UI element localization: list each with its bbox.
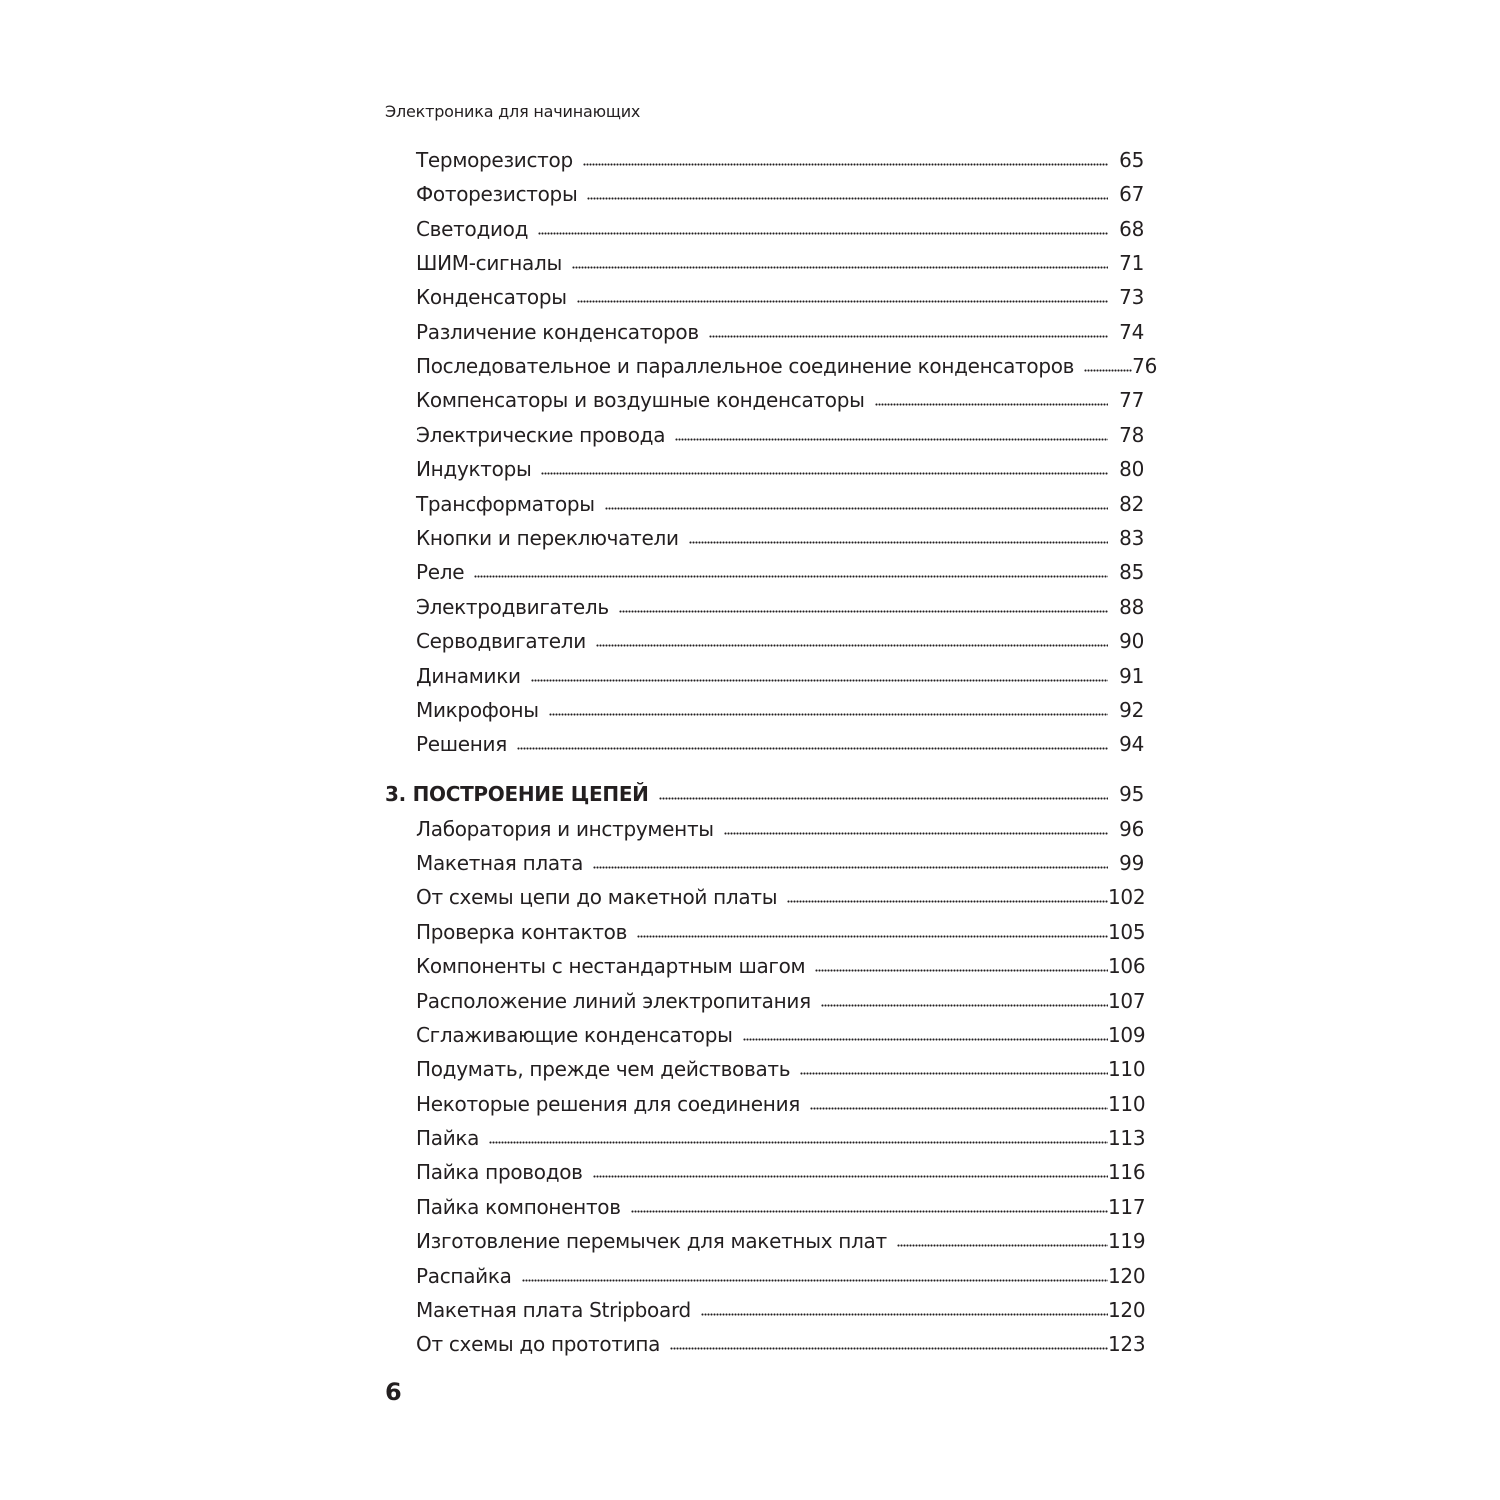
toc-entry[interactable]	[416, 314, 1144, 344]
toc-entry[interactable]	[416, 692, 1144, 722]
dot-leader	[531, 674, 1108, 682]
toc-entry-page: 78	[1119, 423, 1144, 447]
toc-entry-title: Трансформаторы	[416, 492, 595, 516]
toc-entry-title: Конденсаторы	[416, 285, 567, 309]
dot-leader	[587, 192, 1108, 200]
dot-leader	[474, 570, 1108, 578]
toc-entry-title: Компоненты с нестандартным шагом	[416, 954, 806, 978]
toc-entry[interactable]	[416, 623, 1144, 653]
toc-entry-page: 119	[1108, 1229, 1146, 1253]
toc-entry-page: 120	[1108, 1264, 1146, 1288]
page-number: 6	[385, 1378, 402, 1406]
toc-entry-title: Некоторые решения для соединения	[416, 1092, 801, 1116]
dot-leader	[787, 895, 1108, 903]
dot-leader	[701, 1308, 1108, 1316]
toc-entry-page: 80	[1119, 457, 1144, 481]
toc-entry-title: От схемы цепи до макетной платы	[416, 885, 778, 909]
toc-entry[interactable]	[416, 1086, 1144, 1116]
dot-leader	[821, 999, 1108, 1007]
toc-entry-page: 106	[1108, 954, 1146, 978]
dot-leader	[593, 861, 1108, 869]
toc-entry-title: Распайка	[416, 1264, 512, 1288]
toc-entry-title: Различение конденсаторов	[416, 320, 699, 344]
toc-entry[interactable]	[416, 348, 1158, 378]
toc-entry-page: 102	[1108, 885, 1146, 909]
dot-leader	[1084, 364, 1132, 372]
toc-entry-title: Расположение линий электропитания	[416, 989, 811, 1013]
toc-entry-page: 94	[1119, 732, 1144, 756]
dot-leader	[631, 1205, 1108, 1213]
toc-entry[interactable]	[416, 142, 1144, 172]
dot-leader	[541, 467, 1108, 475]
toc-entry-page: 107	[1108, 989, 1146, 1013]
toc-entry-title: Пайка компонентов	[416, 1195, 621, 1219]
toc-entry-page: 82	[1119, 492, 1144, 516]
toc-entry-page: 123	[1108, 1332, 1146, 1356]
toc-entry-title: Лаборатория и инструменты	[416, 817, 714, 841]
toc-entry[interactable]	[416, 1223, 1144, 1253]
dot-leader	[596, 639, 1108, 647]
toc-entry-page: 68	[1119, 217, 1144, 241]
toc-entry[interactable]	[416, 1017, 1144, 1047]
toc-entry-title: Кнопки и переключатели	[416, 526, 679, 550]
dot-leader	[605, 502, 1108, 510]
toc-entry-title: Решения	[416, 732, 507, 756]
toc-entry-title: ШИМ-сигналы	[416, 251, 562, 275]
toc-entry-title: Макетная плата Stripboard	[416, 1298, 691, 1322]
toc-entry-title: Изготовление перемычек для макетных плат	[416, 1229, 887, 1253]
toc-entry-page: 117	[1108, 1195, 1146, 1219]
toc-entry-page: 77	[1119, 388, 1144, 412]
dot-leader	[659, 792, 1108, 800]
toc-entry-title: Компенсаторы и воздушные конденсаторы	[416, 388, 865, 412]
dot-leader	[815, 964, 1108, 972]
toc-entry[interactable]	[416, 589, 1144, 619]
toc-entry-page: 113	[1108, 1126, 1146, 1150]
toc-entry-page: 110	[1108, 1057, 1146, 1081]
toc-entry-title: Микрофоны	[416, 698, 539, 722]
dot-leader	[549, 708, 1108, 716]
toc-entry-title: Макетная плата	[416, 851, 584, 875]
toc-entry-page: 99	[1119, 851, 1144, 875]
dot-leader	[517, 742, 1108, 750]
toc-entry-page: 116	[1108, 1160, 1146, 1184]
toc-entry[interactable]	[416, 245, 1144, 275]
toc-entry[interactable]	[416, 1189, 1144, 1219]
toc-entry-page: 73	[1119, 285, 1144, 309]
toc-entry[interactable]	[416, 811, 1144, 841]
dot-leader	[875, 398, 1108, 406]
dot-leader	[637, 930, 1108, 938]
toc-entry[interactable]	[416, 1120, 1144, 1150]
toc-chapter-heading[interactable]	[385, 776, 1144, 806]
dot-leader	[675, 433, 1108, 441]
toc-entry-title: Сглаживающие конденсаторы	[416, 1023, 733, 1047]
dot-leader	[743, 1033, 1108, 1041]
toc-entry[interactable]	[416, 983, 1144, 1013]
toc-entry[interactable]	[416, 1292, 1144, 1322]
toc-entry-title: Электрические провода	[416, 423, 666, 447]
toc-entry-page: 85	[1119, 560, 1144, 584]
toc-entry-title: Светодиод	[416, 217, 529, 241]
toc-entry-title: Пайка проводов	[416, 1160, 583, 1184]
toc-entry[interactable]	[416, 658, 1144, 688]
toc-entry-title: Динамики	[416, 664, 521, 688]
dot-leader	[489, 1136, 1108, 1144]
toc-entry[interactable]	[416, 382, 1144, 412]
toc-entry-page: 83	[1119, 526, 1144, 550]
chapter-title: 3. ПОСТРОЕНИЕ ЦЕПЕЙ	[385, 782, 649, 806]
toc-entry-page: 74	[1119, 320, 1144, 344]
toc-entry[interactable]	[416, 520, 1144, 550]
toc-entry-title: Подумать, прежде чем действовать	[416, 1057, 791, 1081]
toc-entry-title: Последовательное и параллельное соединение конденсаторов	[416, 354, 1075, 378]
toc-entry-page: 120	[1108, 1298, 1146, 1322]
toc-entry[interactable]	[416, 879, 1144, 909]
toc-entry-title: Пайка	[416, 1126, 480, 1150]
dot-leader	[724, 827, 1108, 835]
dot-leader	[538, 227, 1108, 235]
toc-entry[interactable]	[416, 726, 1144, 756]
dot-leader	[810, 1102, 1108, 1110]
toc-entry-page: 91	[1119, 664, 1144, 688]
toc-entry[interactable]	[416, 1154, 1144, 1184]
toc-entry-page: 96	[1119, 817, 1144, 841]
dot-leader	[593, 1170, 1108, 1178]
toc-entry-title: Терморезистор	[416, 148, 573, 172]
running-head: Электроника для начинающих	[385, 102, 641, 121]
toc-entry[interactable]	[416, 554, 1144, 584]
toc-entry-title: Фоторезисторы	[416, 182, 578, 206]
toc-entry[interactable]	[416, 279, 1144, 309]
toc-entry-page: 105	[1108, 920, 1146, 944]
dot-leader	[670, 1342, 1108, 1350]
dot-leader	[522, 1274, 1108, 1282]
toc-entry-page: 92	[1119, 698, 1144, 722]
toc-entry-page: 88	[1119, 595, 1144, 619]
toc-entry-page: 71	[1119, 251, 1144, 275]
toc-entry-page: 109	[1108, 1023, 1146, 1047]
dot-leader	[619, 605, 1108, 613]
toc-entry-title: От схемы до прототипа	[416, 1332, 661, 1356]
toc-entry[interactable]	[416, 176, 1144, 206]
dot-leader	[689, 536, 1108, 544]
toc-entry-title: Проверка контактов	[416, 920, 628, 944]
dot-leader	[583, 158, 1108, 166]
toc-entry[interactable]	[416, 486, 1144, 516]
dot-leader	[572, 261, 1108, 269]
toc-entry-title: Серводвигатели	[416, 629, 586, 653]
toc-entry[interactable]	[416, 845, 1144, 875]
toc-entry[interactable]	[416, 211, 1144, 241]
toc-entry-title: Индукторы	[416, 457, 532, 481]
toc-entry[interactable]	[416, 948, 1144, 978]
dot-leader	[577, 295, 1108, 303]
dot-leader	[800, 1067, 1108, 1075]
toc-entry[interactable]	[416, 417, 1144, 447]
toc-entry-page: 95	[1119, 782, 1144, 806]
dot-leader	[709, 330, 1108, 338]
toc-entry-page: 90	[1119, 629, 1144, 653]
toc-entry-page: 76	[1132, 354, 1158, 378]
toc-entry-title: Электродвигатель	[416, 595, 609, 619]
toc-entry-title: Реле	[416, 560, 465, 584]
toc-entry-page: 67	[1119, 182, 1144, 206]
toc-entry[interactable]	[416, 1258, 1144, 1288]
dot-leader	[897, 1239, 1108, 1247]
toc-entry[interactable]	[416, 1051, 1144, 1081]
toc-entry-page: 65	[1119, 148, 1144, 172]
toc-entry[interactable]	[416, 1326, 1144, 1356]
toc-entry[interactable]	[416, 914, 1144, 944]
toc-entry-page: 110	[1108, 1092, 1146, 1116]
toc-entry[interactable]	[416, 451, 1144, 481]
